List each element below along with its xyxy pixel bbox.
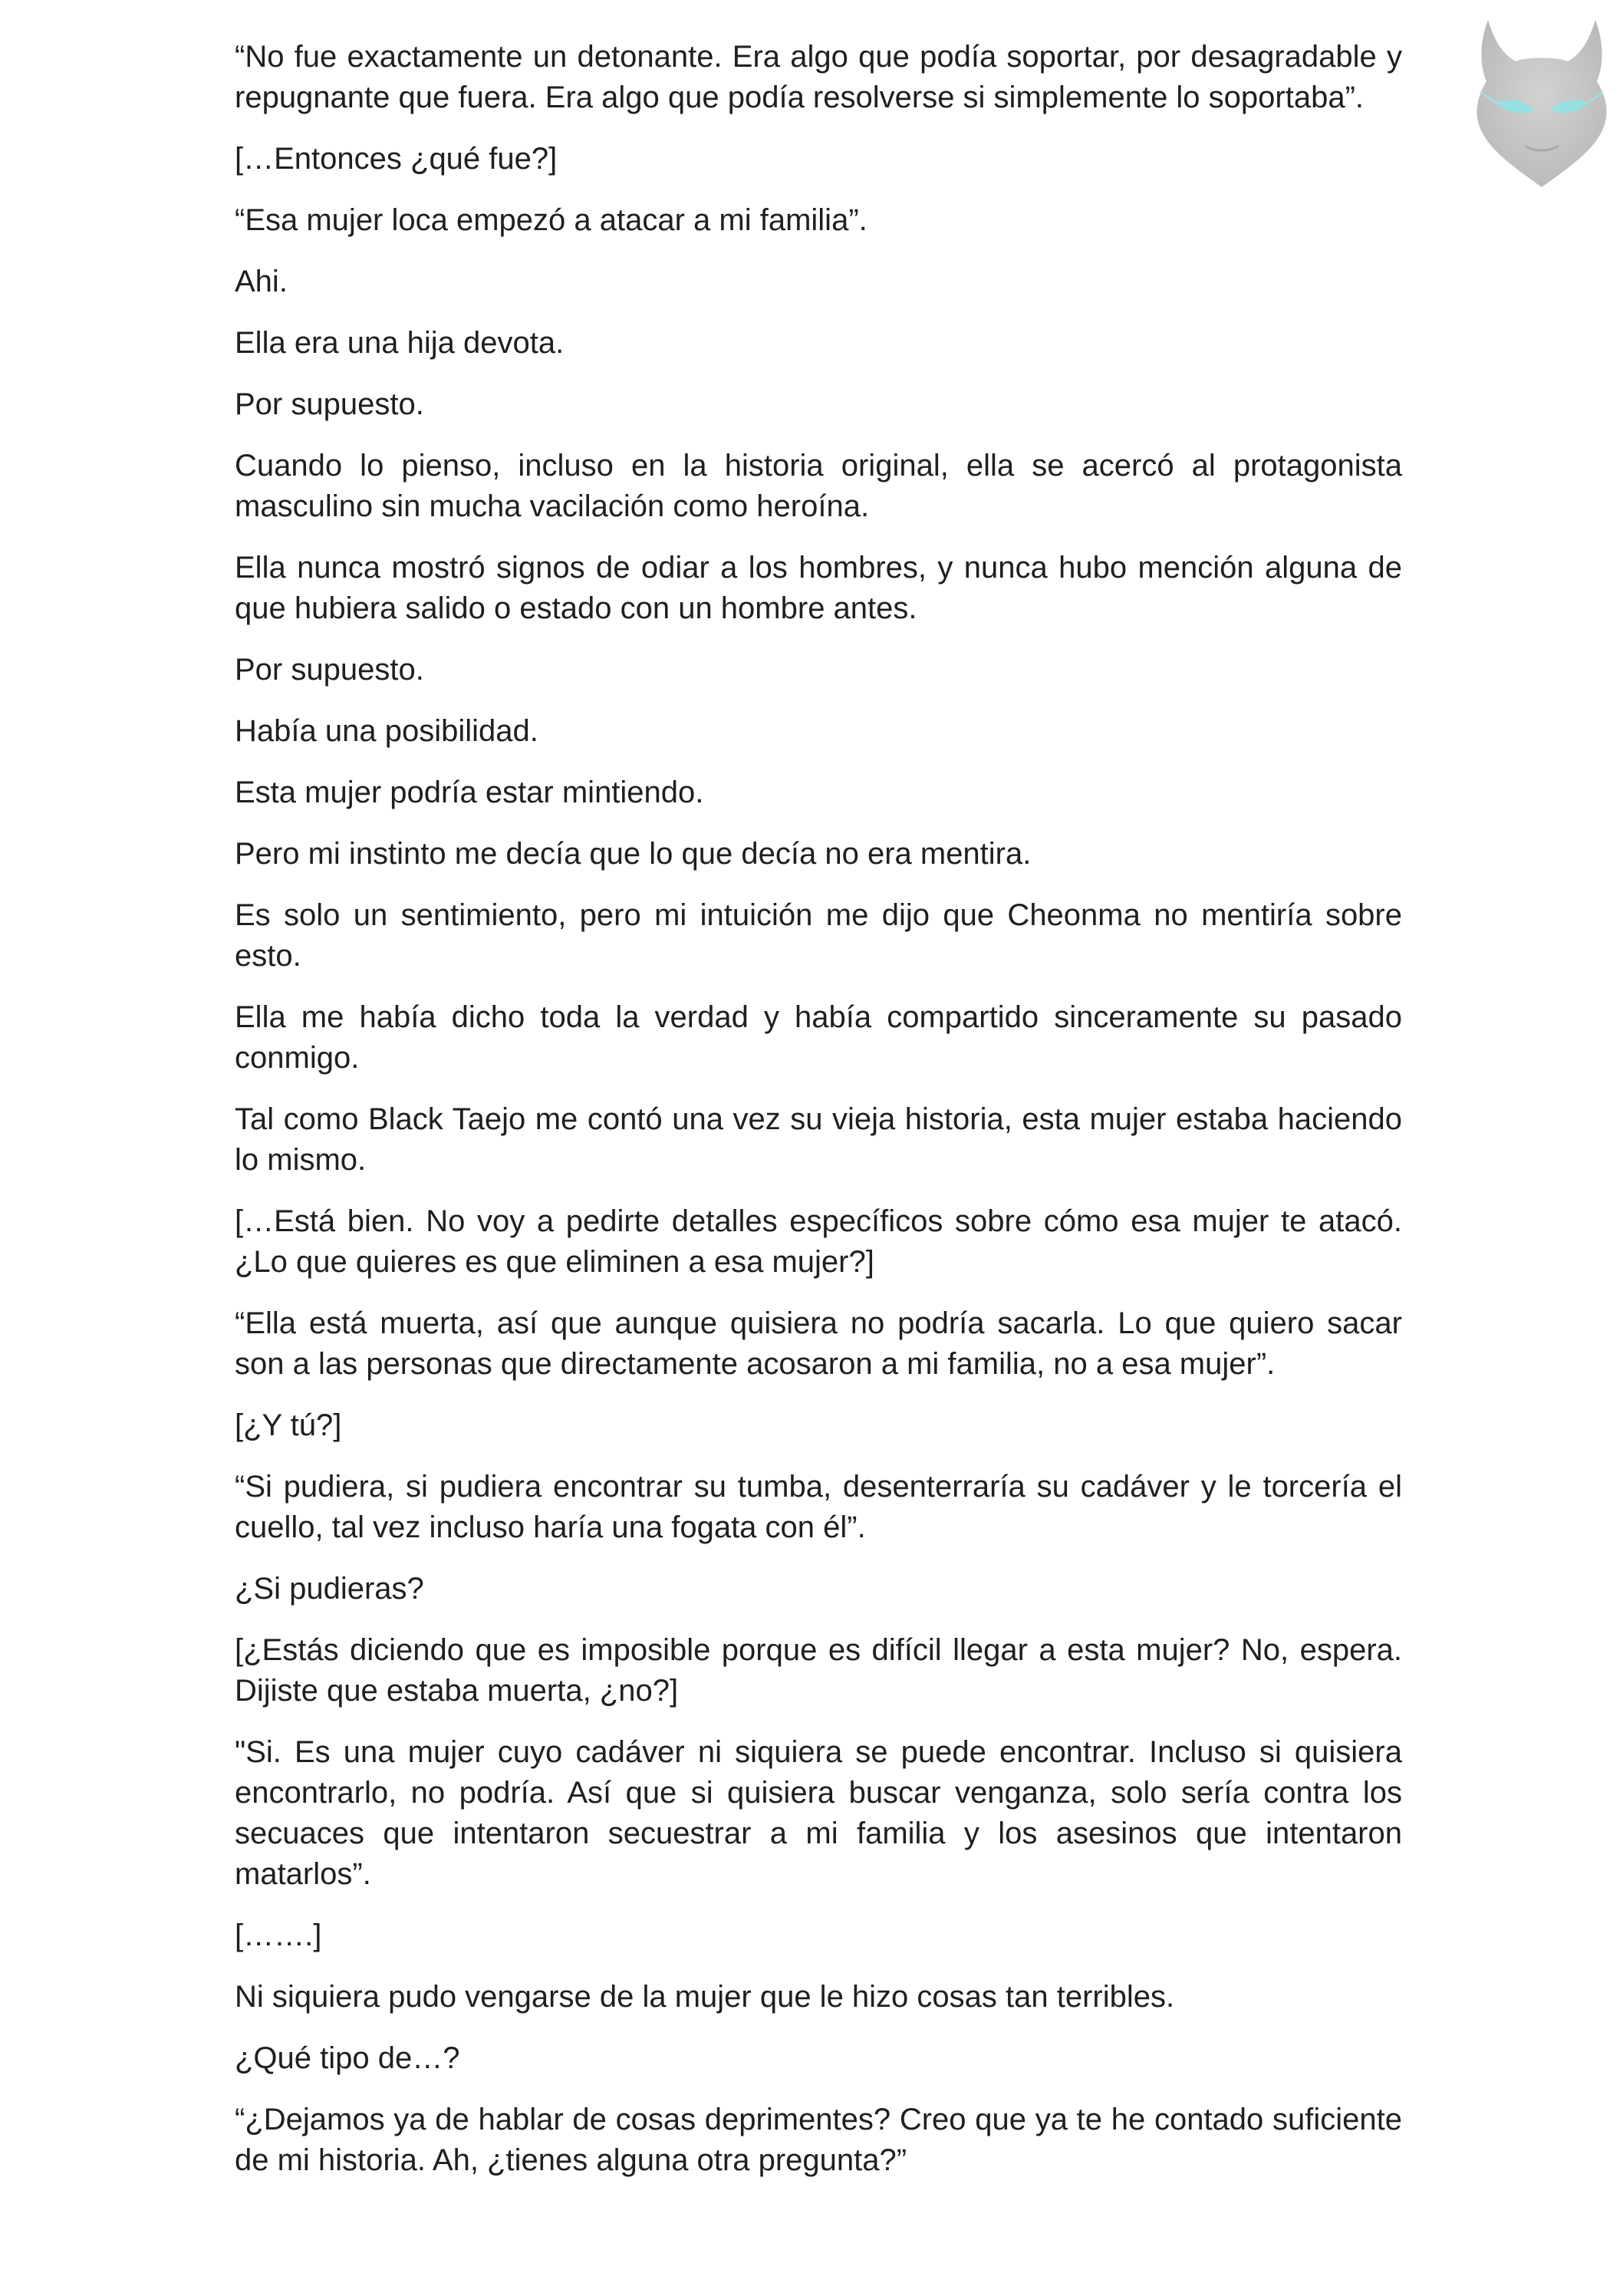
paragraph: Es solo un sentimiento, pero mi intuición me dijo que Cheonma no mentiría sobre esto.: [235, 898, 1402, 973]
paragraph: Cuando lo pienso, incluso en la historia original, ella se acercó al protagonista masculino sin mucha vacilación como heroína.: [235, 449, 1402, 523]
paragraph: “Ella está muerta, así que aunque quisiera no podría sacarla. Lo que quiero sacar son a las personas que directamente acosaron a mi familia, no a esa mujer”.: [235, 1306, 1402, 1381]
paragraph: […Entonces ¿qué fue?]: [235, 142, 558, 176]
document-body: [235, 37, 1402, 2202]
paragraph: Ahi.: [235, 265, 288, 298]
paragraph: ¿Qué tipo de…?: [235, 2041, 460, 2075]
paragraph: “¿Dejamos ya de hablar de cosas deprimentes? Creo que ya te he contado suficiente de mi historia. Ah, ¿tienes alguna otra pregunta?”: [235, 2103, 1402, 2177]
paragraph: Ella nunca mostró signos de odiar a los hombres, y nunca hubo mención alguna de que hubiera salido o estado con un hombre antes.: [235, 551, 1402, 625]
paragraph: Por supuesto.: [235, 653, 424, 687]
paragraph: Ni siquiera pudo vengarse de la mujer que le hizo cosas tan terribles.: [235, 1980, 1175, 2014]
demon-head-watermark-icon: [1465, 17, 1618, 189]
paragraph: Ella me había dicho toda la verdad y había compartido sinceramente su pasado conmigo.: [235, 1000, 1402, 1075]
paragraph: “Esa mujer loca empezó a atacar a mi familia”.: [235, 203, 867, 237]
paragraph: Pero mi instinto me decía que lo que decía no era mentira.: [235, 837, 1032, 871]
paragraph: ¿Si pudieras?: [235, 1572, 424, 1606]
paragraph: "Si. Es una mujer cuyo cadáver ni siquiera se puede encontrar. Incluso si quisiera encontrarlo, no podría. Así que si quisiera buscar venganza, solo sería contra los secuaces que intentaron secuestrar a mi familia y los asesinos que intentaron matarlos”.: [235, 1735, 1402, 1891]
paragraph: Tal como Black Taejo me contó una vez su vieja historia, esta mujer estaba haciendo lo mismo.: [235, 1102, 1402, 1177]
paragraph: Esta mujer podría estar mintiendo.: [235, 776, 704, 809]
paragraph: [¿Estás diciendo que es imposible porque es difícil llegar a esta mujer? No, espera. Dijiste que estaba muerta, ¿no?]: [235, 1633, 1402, 1708]
paragraph: Por supuesto.: [235, 387, 424, 421]
paragraph: Ella era una hija devota.: [235, 326, 565, 360]
paragraph: “No fue exactamente un detonante. Era algo que podía soportar, por desagradable y repugnante que fuera. Era algo que podía resolverse si simplemente lo soportaba”.: [235, 40, 1402, 114]
paragraph: Había una posibilidad.: [235, 714, 538, 748]
paragraph: [¿Y tú?]: [235, 1408, 342, 1442]
paragraph: “Si pudiera, si pudiera encontrar su tumba, desenterraría su cadáver y le torcería el cuello, tal vez incluso haría una fogata con él”.: [235, 1470, 1402, 1544]
paragraph: […….]: [235, 1919, 322, 1952]
paragraph: […Está bien. No voy a pedirte detalles específicos sobre cómo esa mujer te atacó. ¿Lo que quieres es que eliminen a esa mujer?]: [235, 1204, 1402, 1279]
